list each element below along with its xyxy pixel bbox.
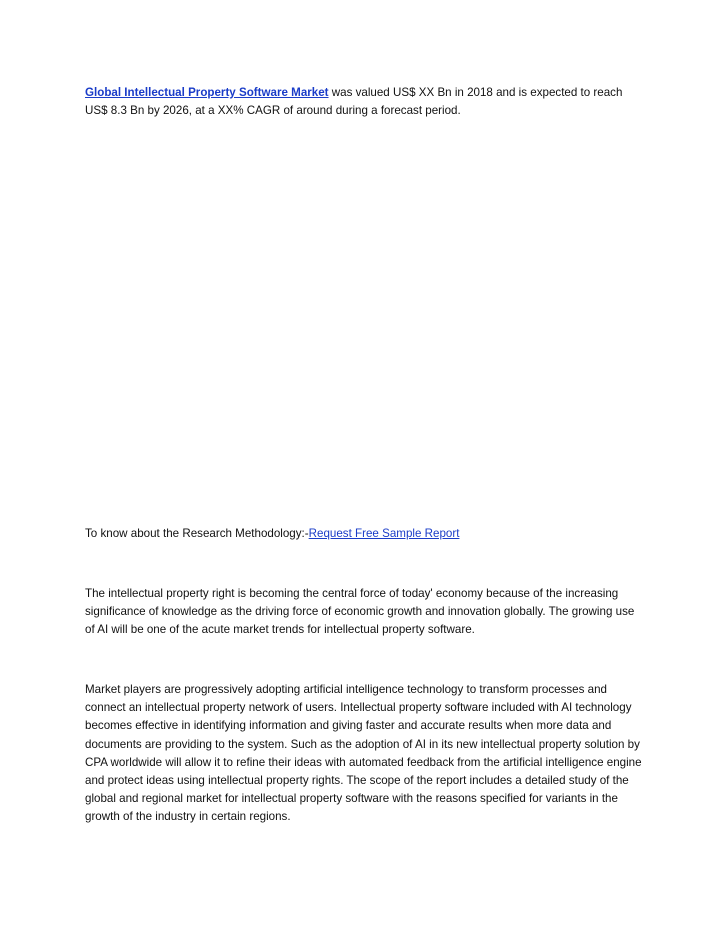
market-report-link[interactable]: Global Intellectual Property Software Market [85,86,329,99]
methodology-text: To know about the Research Methodology:- [85,527,309,540]
ip-rights-paragraph: The intellectual property right is becoming the central force of today' economy because of the increasing significance of knowledge as the driving force of economic growth and innovation globally. The growing use of AI will be one of the acute market trends for intellectual property software. [85,587,635,637]
intro-paragraph [85,84,645,120]
methodology-paragraph [85,525,645,543]
market-players-paragraph: Market players are progressively adopting artificial intelligence technology to transform processes and connect an intellectual property network of users. Intellectual property software included with AI technology becomes effective in identifying information and giving faster and accurate results when more data and documents are providing to the system. Such as the adoption of AI in its new intellectual property solution by CPA worldwide will allow it to refine their ideas with automated feedback from the artificial intelligence engine and protect ideas using intellectual property rights. The scope of the report includes a detailed study of the global and regional market for intellectual property software with the reasons specified for variants in the growth of the industry in certain regions. [85,683,642,824]
request-sample-link[interactable]: Request Free Sample Report [308,527,460,540]
intro-text: was valued US$ XX Bn in 2018 and is expected to reach US$ 8.3 Bn by 2026, at a XX% CAGR of around during a forecast period. [85,86,623,118]
